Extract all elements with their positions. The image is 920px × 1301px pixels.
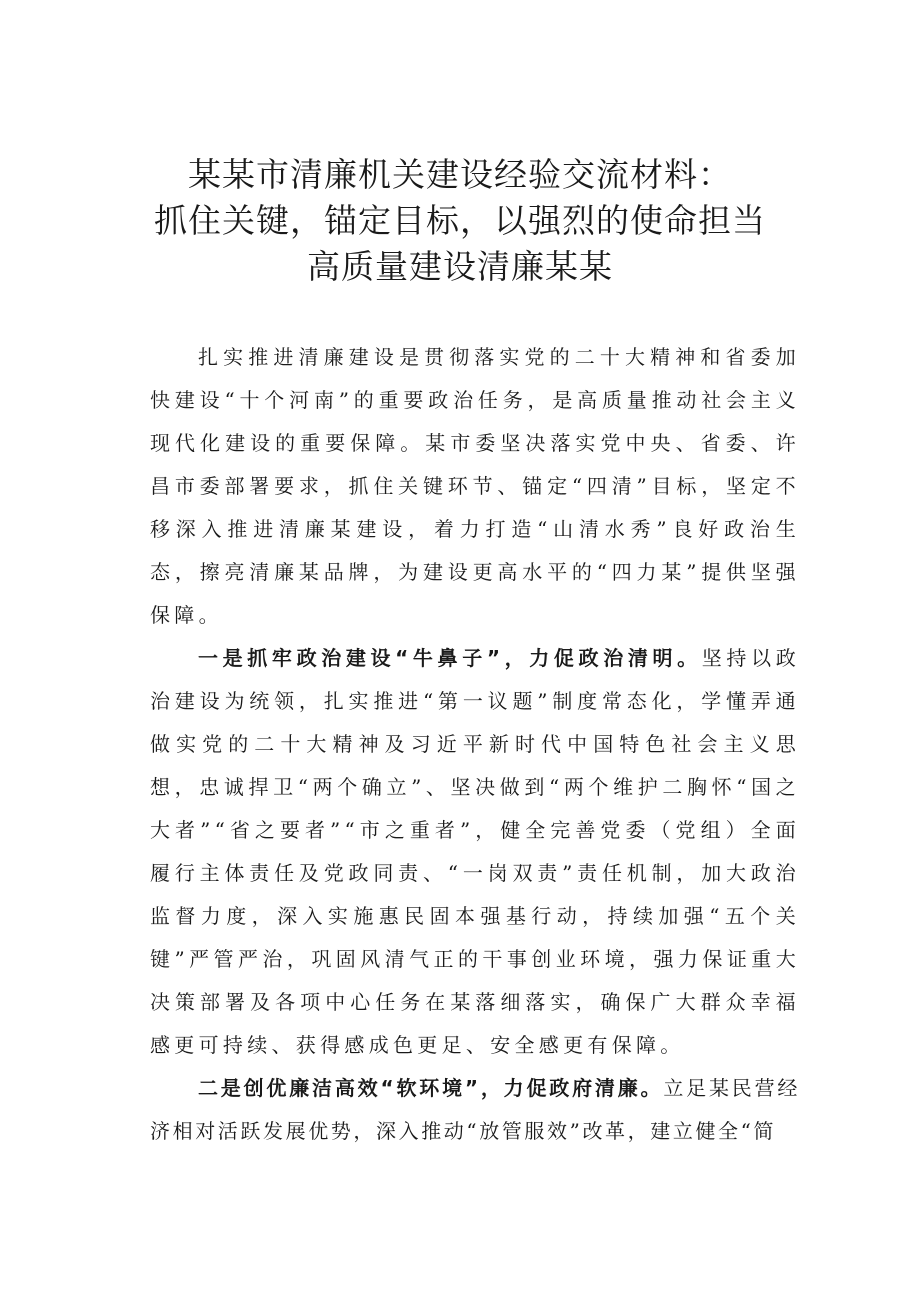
paragraph-government-clean xyxy=(150,1067,800,1153)
paragraph-intro xyxy=(150,336,800,637)
paragraph-intro-text: 扎实推进清廉建设是贯彻落实党的二十大精神和省委加快建设“十个河南”的重要政治任务，是高质量推动社会主义现代化建设的重要保障。某市委坚决落实党中央、省委、许昌市委部署要求，抓住关键环节、锚定“四清”目标，坚定不移深入推进清廉某建设，着力打造“山清水秀”良好政治生态，擦亮清廉某品牌，为建设更高水平的“四力某”提供坚强保障。 xyxy=(150,345,800,627)
title-line-3: 高质量建设清廉某某 xyxy=(307,247,613,286)
paragraph-lead-heading: 一是抓牢政治建设“牛鼻子”，力促政治清明。 xyxy=(198,646,702,670)
paragraph-body-text: 立足某民营经济相对活跃发展优势，深入推动“放管服效”改革，建立健全“简 xyxy=(150,1076,801,1143)
document-title xyxy=(100,152,820,290)
paragraph-body-text: 坚持以政治建设为统领，扎实推进“第一议题”制度常态化，学懂弄通做实党的二十大精神及习近平新时代中国特色社会主义思想，忠诚捍卫“两个确立”、坚决做到“两个维护二胸怀“国之大者”“省之要者”“市之重者”，健全完善党委（党组）全面履行主体责任及党政同责、“一岗双责”责任机制，加大政治监督力度，深入实施惠民固本强基行动，持续加强“五个关键”严管严治，巩固风清气正的干事创业环境，强力保证重大决策部署及各项中心任务在某落细落实，确保广大群众幸福感更可持续、获得感成色更足、安全感更有保障。 xyxy=(150,646,801,1057)
paragraph-lead-heading: 二是创优廉洁高效“软环境”，力促政府清廉。 xyxy=(198,1076,664,1100)
document-body xyxy=(150,336,800,1153)
title-line-1: 某某市清廉机关建设经验交流材料： xyxy=(188,155,732,194)
paragraph-political-building xyxy=(150,637,800,1067)
title-line-2: 抓住关键，锚定目标，以强烈的使命担当 xyxy=(154,201,766,240)
